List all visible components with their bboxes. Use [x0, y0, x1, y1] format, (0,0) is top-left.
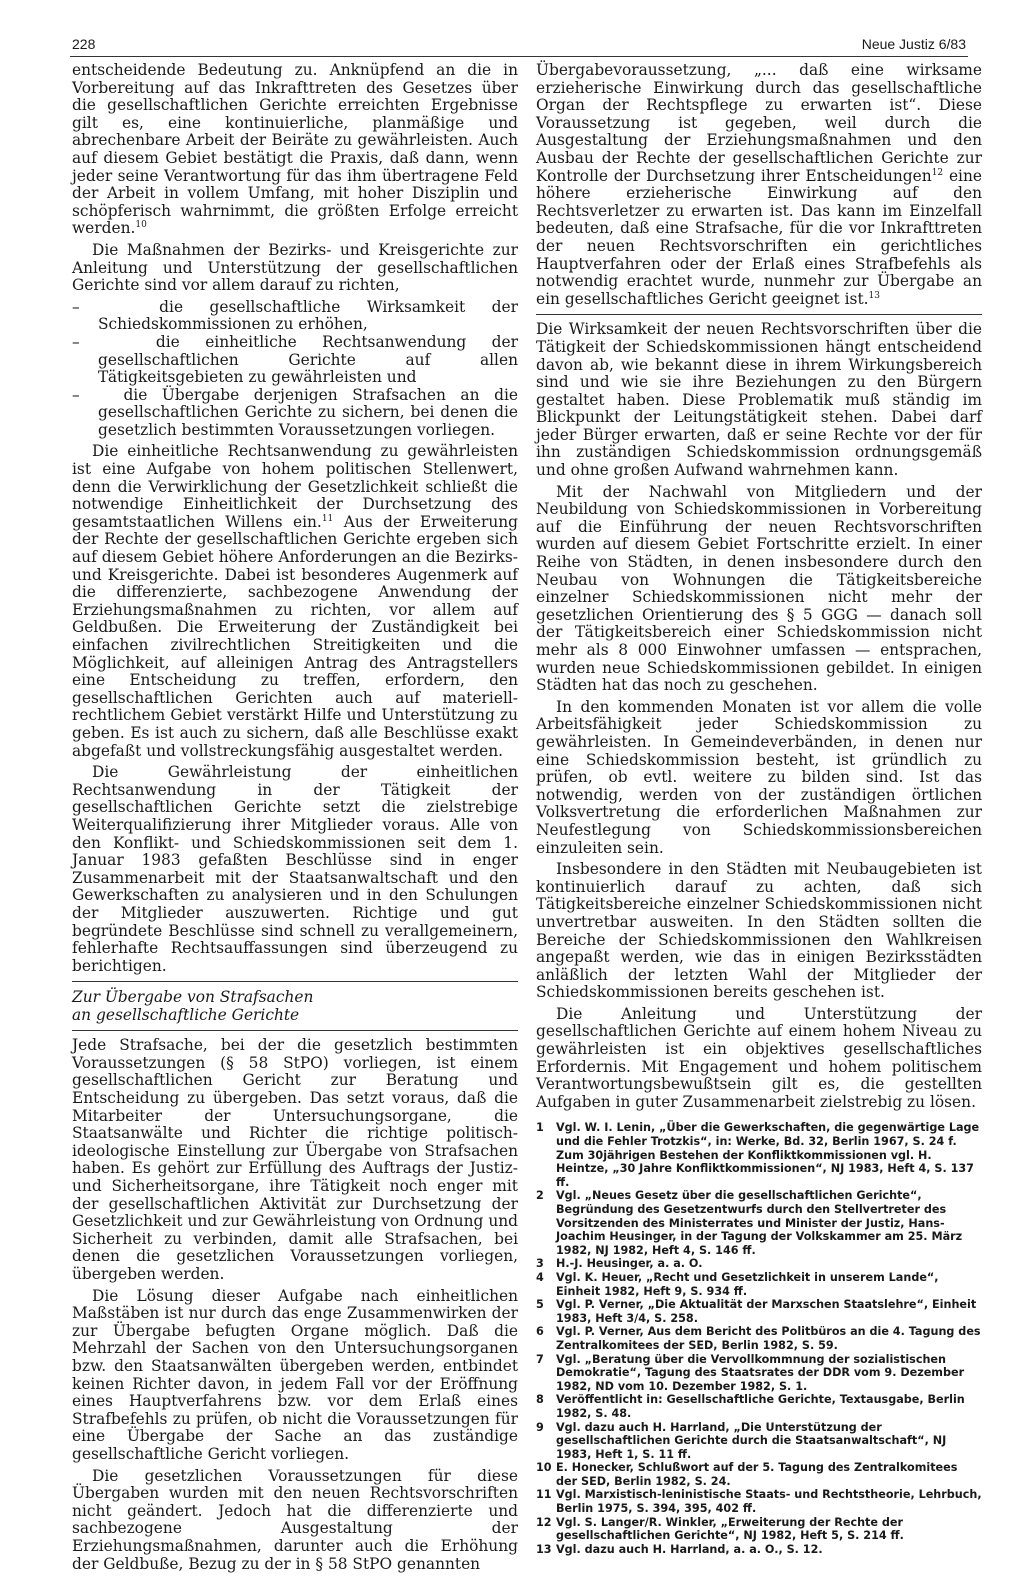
bullet-list	[72, 299, 518, 440]
paragraph: Insbesondere in den Städten mit Neubaugebieten ist kontinuierlich darauf zu achten, daß sich Tätigkeitsbereiche einzelner Schiedskommissionen nicht unvertretbar ausweiten. In den Städten sollten die Bereiche der Schiedskommissionen den Wahlkreisen angepaßt werden, wie das in einigen Bezirksstädten anläßlich der letzten Wahl der Mitglieder der Schiedskommissionen bereits geschehen ist.	[536, 860, 982, 1002]
journal-title: Neue Justiz 6/83	[861, 36, 966, 52]
footnote: Zum 30jährigen Bestehen der Konfliktkommissionen vgl. H. Heintze, „30 Jahre Konfliktkommissionen“, NJ 1983, Heft 4, S. 137 ff.	[556, 1148, 974, 1189]
paragraph: Jede Strafsache, bei der die gesetzlich bestimmten Voraussetzungen (§ 58 StPO) vorliegen, ist einem gesellschaftlichen Gericht zur Beratung und Entscheidung zu übergeben. Das setzt voraus, daß die Mitarbeiter der Untersuchungsorgane, die Staatsanwälte und Richter die richtige politisch-ideologische Einstellung zur Übergabe von Strafsachen haben. Es gehört zur Erfüllung des Auftrags der Justiz- und Sicherheitsorgane, ihre Tätigkeit noch enger mit der gesellschaftlichen Aktivität zur Durchsetzung der Gesetzlichkeit und zur Gewährleistung von Ordnung und Sicherheit zu verbinden, damit alle Strafsachen, bei denen die gesetzlichen Voraussetzungen vorliegen, übergeben werden.	[72, 1036, 518, 1283]
footnote: 2 Vgl. „Neues Gesetz über die gesellschaftlichen Gerichte“, Begründung des Gesetzentwurfs durch den Stellvertreter des Vorsitzenden des Ministerrates und Minister der Justiz, Hans-Joachim Heusinger, in der Tagung der Volkskammer am 25. März 1982, NJ 1982, Heft 4, S. 146 ff.	[536, 1189, 963, 1257]
footnote: 3 H.-J. Heusinger, a. a. O.	[536, 1257, 703, 1271]
list-item: – die einheitliche Rechtsanwendung der gesellschaftlichen Gerichte auf allen Tätigkeitsgebieten zu gewährleisten und	[72, 334, 518, 387]
footnote: 7 Vgl. „Beratung über die Vervollkommnung der sozialistischen Demokratie“, Tagung des Staatsrates der DDR vom 9. Dezember 1982, ND vom 10. Dezember 1982, S. 1.	[536, 1352, 965, 1393]
page-number: 228	[72, 36, 96, 52]
paragraph: entscheidende Bedeutung zu. Anknüpfend an die in Vorbereitung auf das Inkrafttreten des Gesetzes über die gesellschaftlichen Gerichte erreichten Ergebnisse gilt es, eine kontinuierliche, planmäßige und abrechenbare Arbeit der Beiräte zu gewährleisten. Auch auf diesem Gebiet bestätigt die Praxis, daß dann, wenn jeder seine Verantwortung für das ihm übertragene Feld der Arbeit in vollem Umfang, mit hoher Disziplin und schöpferisch wahrnimmt, die größten Erfolge erreicht werden.$^{10}$	[72, 61, 518, 238]
paragraph: Die Wirksamkeit der neuen Rechtsvorschriften über die Tätigkeit der Schiedskommissionen hängt entscheidend davon ab, wie bekannt diese in ihrem Wirkungsbereich sind und wie sie ihre Beziehungen zu den Bürgern gestaltet haben. Diese Problematik muß ständig im Blickpunkt der Leitungstätigkeit stehen. Dabei darf jeder Bürger erwarten, daß er seine Rechte vor der für ihn zuständigen Schiedskommission ordnungsgemäß und ohne großen Aufwand wahrnehmen kann.	[536, 320, 982, 480]
right-column	[536, 62, 982, 1556]
paragraph: Übergabevoraussetzung, „... daß eine wirksame erzieherische Einwirkung durch das gesellschaftliche Organ der Rechtspflege zu erwarten ist“. Diese Voraussetzung ist gegeben, weil durch die Ausgestaltung der Erziehungsmaßnahmen und den Ausbau der Rechte der gesellschaftlichen Gerichte zur Kontrolle der Durchsetzung ihrer Entscheidungen$^{12}$ eine höhere erzieherische Einwirkung auf den Rechtsverletzer zu erwarten ist. Das kann im Einzelfall bedeuten, daß eine Strafsache, für die vor Inkrafttreten der neuen Rechtsvorschriften ein gerichtliches Hauptverfahren oder der Erlaß eines Strafbefehls als notwendig erachtet wurde, nunmehr zur Übergabe an ein gesellschaftliches Gericht geeignet ist.$^{13}$	[536, 61, 982, 308]
footnote: 1 Vgl. W. I. Lenin, „Über die Gewerkschaften, die gegenwärtige Lage und die Fehler Trotzkis“, in: Werke, Bd. 32, Berlin 1967, S. 24 f.	[536, 1121, 980, 1149]
footnote: 8 Veröffentlicht in: Gesellschaftliche Gerichte, Textausgabe, Berlin 1982, S. 48.	[536, 1393, 965, 1420]
footnotes	[536, 1121, 982, 1556]
left-column	[72, 62, 518, 1577]
footnote: 11 Vgl. Marxistisch-leninistische Staats- und Rechtstheorie, Lehrbuch, Berlin 1975, S. 394, 395, 402 ff.	[536, 1488, 982, 1516]
paragraph: Die Anleitung und Unterstützung der gesellschaftlichen Gerichte auf einem hohem Niveau zu gewährleisten ist ein objektives gesellschaftliches Erfordernis. Mit Engagement und hohem politischem Verantwortungsbewußtsein gilt es, die gestellten Aufgaben in guter Zusammenarbeit zielstrebig zu lösen.	[536, 1004, 982, 1111]
footnote: 4 Vgl. K. Heuer, „Recht und Gesetzlichkeit in unserem Lande“, Einheit 1982, Heft 9, S. 934 ff.	[536, 1270, 939, 1298]
footnote: 13 Vgl. dazu auch H. Harrland, a. a. O., S. 12.	[536, 1542, 823, 1556]
footnote: 12 Vgl. S. Langer/R. Winkler, „Erweiterung der Rechte der gesellschaftlichen Gerichte“, NJ 1982, Heft 5, S. 214 ff.	[536, 1515, 904, 1543]
footnote: 10 E. Honecker, Schlußwort auf der 5. Tagung des Zentralkomitees der SED, Berlin 1982, S. 24.	[536, 1461, 958, 1488]
section-heading: Zur Übergabe von Strafsachen an gesellschaftliche Gerichte	[72, 988, 314, 1025]
footnote: 9 Vgl. dazu auch H. Harrland, „Die Unterstützung der gesellschaftlichen Gerichte durch die Staatsanwaltschaft“, NJ 1983, Heft 1, S. 11 ff.	[536, 1420, 947, 1461]
paragraph: Mit der Nachwahl von Mitgliedern und der Neubildung von Schiedskommissionen in Vorbereitung auf die Einführung der neuen Rechtsvorschriften wurden auf diesem Gebiet Fortschritte erzielt. In einer Reihe von Städten, in denen insbesondere durch den Neubau von Wohnungen die Tätigkeitsbereiche einzelner Schiedskommissionen nicht mehr der gesetzlichen Orientierung des § 5 GGG — danach soll der Tätigkeitsbereich einer Schiedskommission nicht mehr als 8 000 Einwohner umfassen — entsprachen, wurden neue Schiedskommissionen gebildet. In einigen Städten hat das noch zu geschehen.	[536, 482, 982, 695]
paragraph: In den kommenden Monaten ist vor allem die volle Arbeitsfähigkeit jeder Schiedskommission zu gewährleisten. In Gemeindeverbänden, in denen nur eine Schiedskommission besteht, ist gründlich zu prüfen, ob evtl. weitere zu bilden sind. Ist das notwendig, werden von der zuständigen örtlichen Volksvertretung die erforderlichen Maßnahmen zur Neufestlegung von Schiedskommissionsbereichen einzuleiten sein.	[536, 697, 982, 857]
footnote: 5 Vgl. P. Verner, „Die Aktualität der Marxschen Staatslehre“, Einheit 1983, Heft 3/4, S. 258.	[536, 1298, 977, 1325]
paragraph: Die Gewährleistung der einheitlichen Rechtsanwendung in der Tätigkeit der gesellschaftlichen Gerichte setzt die zielstrebige Weiterqualifizierung ihrer Mitglieder voraus. Alle von den Konflikt- und Schiedskommissionen seit dem 1. Januar 1983 gefaßten Beschlüsse sind in enger Zusammenarbeit mit der Staatsanwaltschaft und den Gewerkschaften zu analysieren und in den Schulungen der Mitglieder auszuwerten. Richtige und gut begründete Beschlüsse sind schnell zu verallgemeinern, fehlerhafte Rechtsauffassungen sind überzeugend zu berichtigen.	[72, 763, 518, 975]
paragraph: Die Maßnahmen der Bezirks- und Kreisgerichte zur Anleitung und Unterstützung der gesellschaftlichen Gerichte sind vor allem darauf zu richten,	[72, 240, 518, 295]
paragraph: Die Lösung dieser Aufgabe nach einheitlichen Maßstäben ist nur durch das enge Zusammenwirken der zur Übergabe befugten Organe möglich. Daß die Mehrzahl der Sachen von den Untersuchungsorganen bzw. den Staatsanwälten übergeben werden, entbindet keinen Richter davon, in jedem Fall vor der Eröffnung eines Hauptverfahrens bzw. vor dem Erlaß eines Strafbefehls zu prüfen, ob nicht die Voraussetzungen für eine Übergabe der Sache an das zuständige gesellschaftliche Gericht vorliegen.	[72, 1286, 518, 1463]
footnote: 6 Vgl. P. Verner, Aus dem Bericht des Politbüros an die 4. Tagung des Zentralkomitees der SED, Berlin 1982, S. 59.	[536, 1325, 981, 1352]
list-item: – die gesellschaftliche Wirksamkeit der Schiedskommissionen zu erhöhen,	[72, 299, 518, 334]
section-divider	[72, 1030, 518, 1031]
paragraph: Die gesetzlichen Voraussetzungen für diese Übergaben wurden mit den neuen Rechtsvorschriften nicht geändert. Jedoch hat die differenzierte und sachbezogene Ausgestaltung der Erziehungsmaßnahmen, darunter auch die Erhöhung der Geldbuße, Bezug zu der in § 58 StPO genannten	[72, 1466, 518, 1573]
header-divider	[70, 56, 968, 57]
section-divider	[536, 314, 982, 315]
paragraph: Die einheitliche Rechtsanwendung zu gewährleisten ist eine Aufgabe von hohem politischen Stellenwert, denn die Verwirklichung der Gesetzlichkeit schließt die notwendige Einheitlichkeit der Durchsetzung des gesamtstaatlichen Willens ein.$^{11}$ Aus der Erweiterung der Rechte der gesellschaftlichen Gerichte ergeben sich auf diesem Gebiet höhere Anforderungen an die Bezirks- und Kreisgerichte. Dabei ist besonderes Augenmerk auf die differenzierte, sachbezogene Anwendung der Erziehungsmaßnahmen zu richten, vor allem auf Geldbußen. Die Erweiterung der Zuständigkeit bei einfachen zivilrechtlichen Streitigkeiten und die Möglichkeit, auf alleinigen Antrag des Antragstellers eine Entscheidung zu treffen, erfordern, den gesellschaftlichen Gerichten auch auf materiell-rechtlichem Gebiet verstärkt Hilfe und Unterstützung zu geben. Es ist auch zu sichern, daß alle Beschlüsse exakt abgefaßt und vollstreckungsfähig ausgestaltet werden.	[72, 442, 518, 760]
list-item: – die Übergabe derjenigen Strafsachen an die gesellschaftlichen Gerichte zu sichern, bei denen die gesetzlich bestimmten Voraussetzungen vorliegen.	[72, 387, 518, 440]
section-divider	[72, 981, 518, 982]
